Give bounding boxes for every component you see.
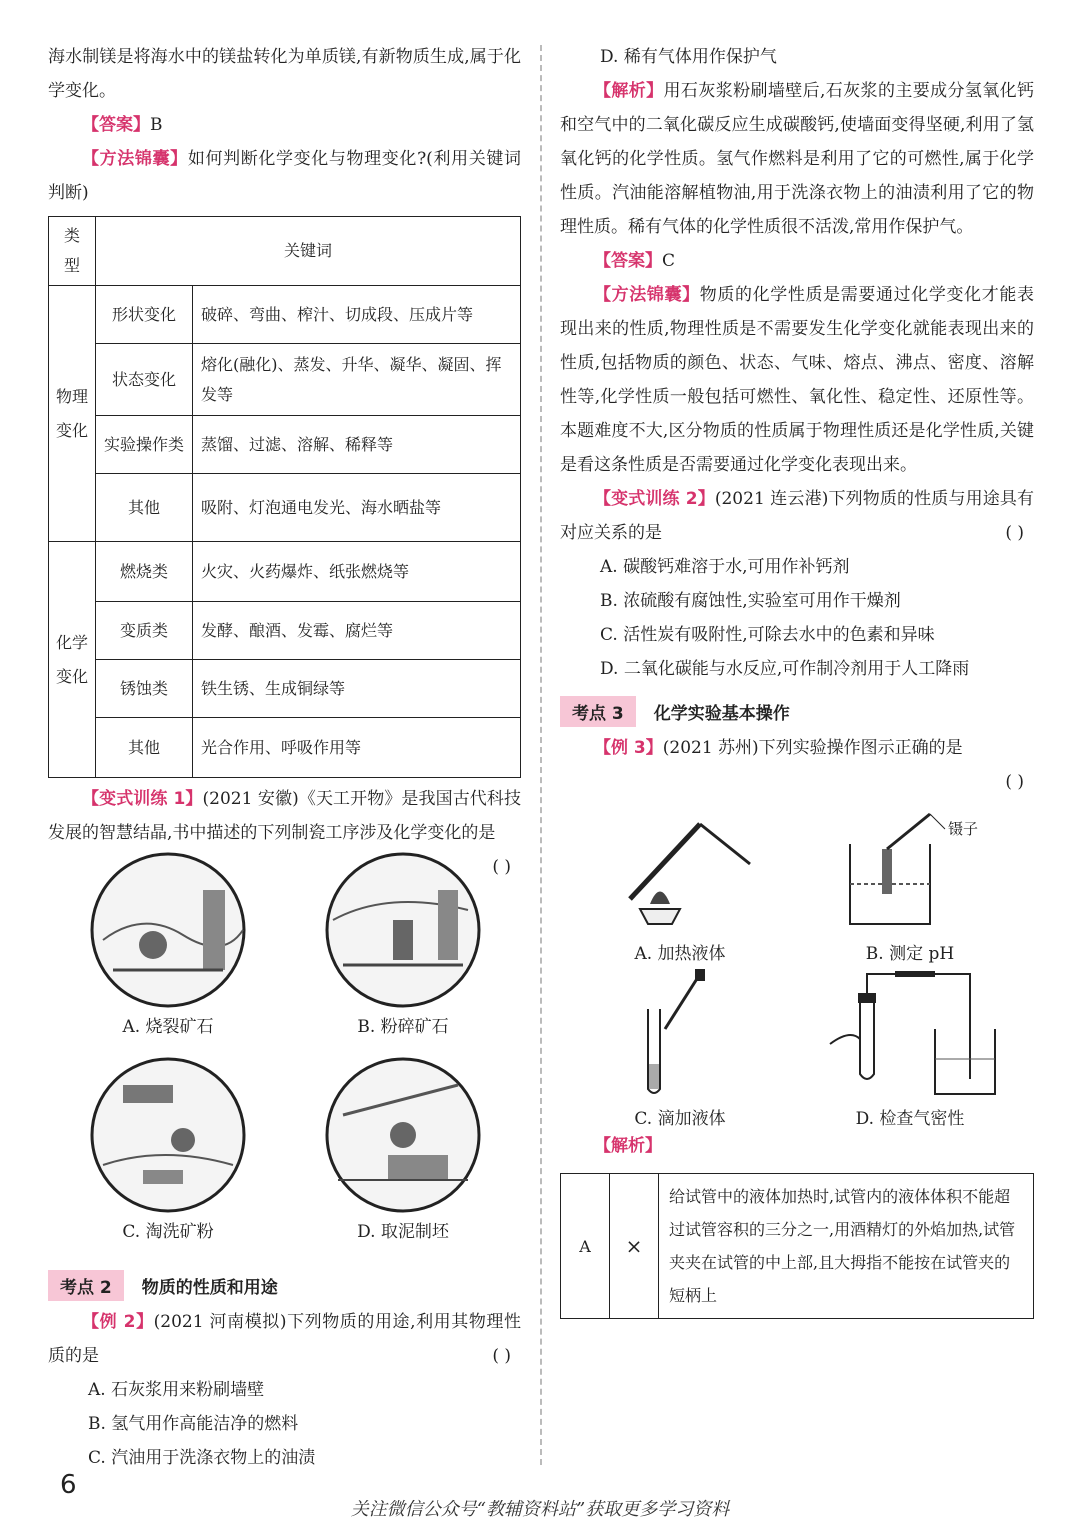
option-letter: A [561,1174,610,1319]
table-cell-kw: 蒸馏、过滤、溶解、稀释等 [193,416,521,474]
answer-line [48,108,521,142]
analysis-table [560,1173,1034,1319]
table-cell-sub: 实验操作类 [96,416,193,474]
lab-figure-d [810,969,1010,1129]
table-header-type: 类型 [49,217,96,286]
category-chemical: 化学变化 [49,542,96,778]
method-tag: 【方法锦囊】 [82,149,188,169]
table-cell-sub: 其他 [96,718,193,778]
lab-figure-c [580,969,780,1129]
tweezers-label: 镊子 [948,820,979,838]
answer-value: C [662,251,676,271]
exercise2-tag: 【变式训练 2】 [594,489,715,509]
section-2-header [48,1270,521,1301]
ph-test-icon [820,809,1000,934]
example2-option-d: D. 稀有气体用作保护气 [600,47,777,67]
method-tag: 【方法锦囊】 [594,285,700,305]
section-3-badge: 考点 3 [560,696,636,727]
right-column [560,40,1034,1319]
exercise1 [48,782,522,877]
example3-blank-line [560,765,1034,799]
plate-illustration [83,850,253,1010]
answer-blank: ( ) [1005,772,1024,792]
section-3-title: 化学实验基本操作 [653,704,790,724]
section-2-badge: 考点 2 [48,1270,124,1301]
plate-b [303,850,503,1037]
example2-tag: 【例 2】 [82,1312,154,1332]
analysis2-line [560,1129,1034,1163]
plate-illustration [318,850,488,1010]
example2-option: C. 汽油用于洗涤衣物上的油渍 [88,1448,316,1468]
footer-note: 关注微信公众号“教辅资料站”获取更多学习资料 [350,1499,730,1520]
plate-illustration [83,1055,253,1215]
exercise2-text: (2021 连云港)下列物质的性质与用途具有对应关系的是 [560,489,1034,543]
example2-text: (2021 河南模拟)下列物质的用途,利用其物理性质的是 [48,1312,522,1366]
exercise1-text: (2021 安徽)《天工开物》是我国古代科技发展的智慧结晶,书中描述的下列制瓷工序涉及化学变化的是 [48,789,522,843]
wrong-mark: × [610,1174,659,1319]
table-row [561,1174,1034,1319]
analysis2-tag: 【解析】 [594,1136,662,1156]
table-cell-kw: 破碎、弯曲、榨汁、切成段、压成片等 [193,286,521,344]
plate-caption: D. 取泥制坯 [357,1222,449,1242]
table-cell-sub: 状态变化 [96,344,193,416]
section-3-header [560,696,1034,727]
lab-caption: C. 滴加液体 [634,1109,726,1129]
table-cell-sub: 燃烧类 [96,542,193,602]
section-2-title: 物质的性质和用途 [141,1278,278,1298]
answer-value: B [150,115,163,135]
table-cell-sub: 其他 [96,474,193,542]
table-cell-kw: 吸附、灯泡通电发光、海水晒盐等 [193,474,521,542]
lab-caption: A. 加热液体 [634,944,726,964]
intro-text: 海水制镁是将海水中的镁盐转化为单质镁,有新物质生成,属于化学变化。 [48,47,521,101]
example3-text: (2021 苏州)下列实验操作图示正确的是 [662,738,963,758]
plate-a [68,850,268,1037]
table-cell-sub: 变质类 [96,602,193,660]
column-divider [540,45,542,1465]
answer-blank: ( ) [492,1346,511,1366]
exercise2-option: D. 二氧化碳能与水反应,可作制冷剂用于人工降雨 [600,659,970,679]
porcelain-process-images [48,850,521,1260]
plate-d [303,1055,503,1242]
table-cell-kw: 熔化(融化)、蒸发、升华、凝华、凝固、挥发等 [193,344,521,416]
table-cell-sub: 形状变化 [96,286,193,344]
answer-blank: ( ) [492,857,511,877]
exercise2-option: C. 活性炭有吸附性,可除去水中的色素和异味 [600,625,935,645]
example2 [48,1305,521,1373]
keyword-table [48,216,521,778]
airtightness-check-icon [820,969,1000,1099]
example2-option: B. 氢气用作高能洁净的燃料 [88,1414,299,1434]
table-cell-kw: 光合作用、呼吸作用等 [193,718,521,778]
method-text: 如何判断化学变化与物理变化?(利用关键词判断) [48,149,521,203]
plate-caption: A. 烧裂矿石 [122,1017,214,1037]
dropper-icon [590,969,770,1099]
table-cell-kw: 火灾、火药爆炸、纸张燃烧等 [193,542,521,602]
lab-caption: B. 测定 pH [865,944,955,964]
example3-tag: 【例 3】 [594,738,663,758]
plate-caption: C. 淘洗矿粉 [122,1222,214,1242]
table-cell-kw: 铁生锈、生成铜绿等 [193,660,521,718]
exercise2-option: B. 浓硫酸有腐蚀性,实验室可用作干燥剂 [600,591,901,611]
left-column [48,40,521,1475]
exercise2-option: A. 碳酸钙难溶于水,可用作补钙剂 [600,557,850,577]
answer-tag: 【答案】 [82,115,150,135]
plate-illustration [318,1055,488,1215]
table-header-keyword: 关键词 [96,217,521,286]
method-paragraph [560,278,1034,482]
table-cell-sub: 锈蚀类 [96,660,193,718]
answer-blank: ( ) [1005,523,1024,543]
lab-operation-figures [560,799,1034,1129]
method-text: 物质的化学性质是需要通过化学变化才能表现出来的性质,物理性质是不需要发生化学变化就能表现出来的性质,包括物质的颜色、状态、气味、熔点、沸点、密度、溶解性等,化学性质一般包括可燃性、氧化性、稳定性、还原性等。本题难度不大,区分物质的性质属于物理性质还是化学性质,关键是看这条性质是否需要通过化学变化表现出来。 [560,285,1034,475]
analysis-paragraph [560,74,1034,244]
method-line [48,142,521,210]
answer-line [560,244,1034,278]
plate-caption: B. 粉碎矿石 [357,1017,449,1037]
heating-liquid-icon [590,809,770,934]
page-number: 6 [60,1470,77,1500]
exercise1-tag: 【变式训练 1】 [82,789,203,809]
explanation-text: 给试管中的液体加热时,试管内的液体体积不能超过试管容积的三分之一,用酒精灯的外焰加热,试管夹夹在试管的中上部,且大拇指不能按在试管夹的短柄上 [659,1174,1034,1319]
example2-option: A. 石灰浆用来粉刷墙壁 [88,1380,265,1400]
lab-caption: D. 检查气密性 [855,1109,965,1129]
lab-figure-b [810,809,1010,964]
lab-figure-a [580,809,780,964]
analysis-tag: 【解析】 [594,81,664,101]
table-cell-kw: 发酵、酿酒、发霉、腐烂等 [193,602,521,660]
example3 [560,731,1034,765]
analysis-text: 用石灰浆粉刷墙壁后,石灰浆的主要成分氢氧化钙和空气中的二氧化碳反应生成碳酸钙,使墙面变得坚硬,利用了氢氧化钙的化学性质。氢气作燃料是利用了它的可燃性,属于化学性质。汽油能溶解植物油,用于洗涤衣物上的油渍利用了它的物理性质。稀有气体的化学性质很不活泼,常用作保护气。 [560,81,1035,237]
exercise2 [560,482,1034,550]
answer-tag: 【答案】 [594,251,662,271]
category-physical: 物理变化 [49,286,96,542]
plate-c [68,1055,268,1242]
